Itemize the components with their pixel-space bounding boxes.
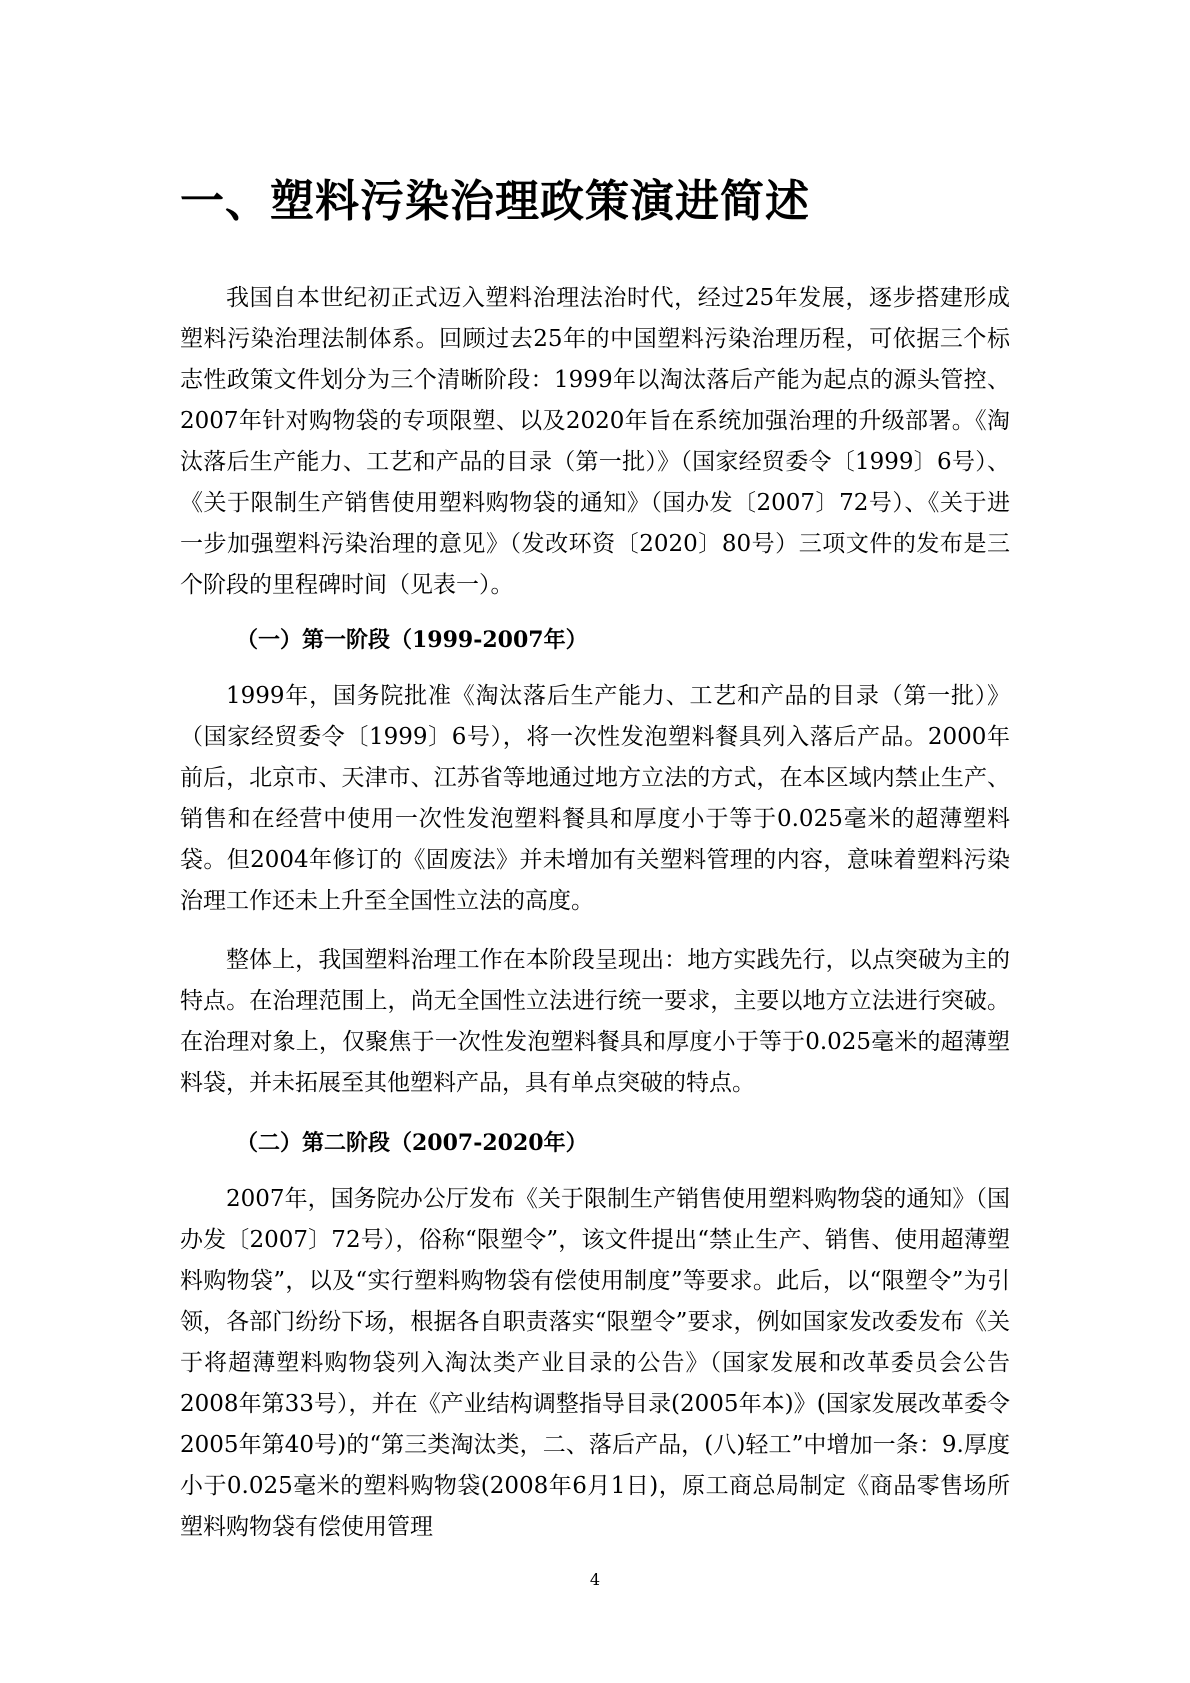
paragraph-stage-1-summary	[180, 940, 1010, 1104]
paragraph-text: 2007年，国务院办公厅发布《关于限制生产销售使用塑料购物袋的通知》（国办发〔2007〕72号），俗称“限塑令”，该文件提出“禁止生产、销售、使用超薄塑料购物袋”，以及“实行塑料购物袋有偿使用制度”等要求。此后，以“限塑令”为引领，各部门纷纷下场，根据各自职责落实“限塑令”要求，例如国家发改委发布《关于将超薄塑料购物袋列入淘汰类产业目录的公告》（国家发展和改革委员会公告2008年第33号），并在《产业结构调整指导目录(2005年本)》(国家发展改革委令2005年第40号)的“第三类淘汰类，二、落后产品，(八)轻工”中增加一条：9.厚度小于0.025毫米的塑料购物袋(2008年6月1日)，原工商总局制定《商品零售场所塑料购物袋有偿使用管理	[180, 1186, 1010, 1540]
paragraph-stage-2	[180, 1179, 1010, 1548]
paragraph-intro	[180, 278, 1010, 606]
paragraph-text: 1999年，国务院批准《淘汰落后生产能力、工艺和产品的目录（第一批）》（国家经贸委令〔1999〕6号），将一次性发泡塑料餐具列入落后产品。2000年前后，北京市、天津市、江苏省等地通过地方立法的方式，在本区域内禁止生产、销售和在经营中使用一次性发泡塑料餐具和厚度小于等于0.025毫米的超薄塑料袋。但2004年修订的《固废法》并未增加有关塑料管理的内容，意味着塑料污染治理工作还未上升至全国性立法的高度。	[180, 683, 1010, 914]
page-number: 4	[589, 1570, 601, 1589]
paragraph-text: 整体上，我国塑料治理工作在本阶段呈现出：地方实践先行，以点突破为主的特点。在治理范围上，尚无全国性立法进行统一要求，主要以地方立法进行突破。在治理对象上，仅聚焦于一次性发泡塑料餐具和厚度小于等于0.025毫米的超薄塑料袋，并未拓展至其他塑料产品，具有单点突破的特点。	[180, 947, 1010, 1096]
section-2-heading-block	[180, 1123, 1010, 1164]
page-title: 一、塑料污染治理政策演进简述	[180, 176, 810, 227]
section-heading: （一）第一阶段（1999-2007年）	[236, 627, 588, 653]
section-heading: （二）第二阶段（2007-2020年）	[236, 1130, 588, 1156]
section-1-heading-block	[180, 620, 1010, 661]
paragraph-stage-1	[180, 676, 1010, 922]
paragraph-text: 我国自本世纪初正式迈入塑料治理法治时代，经过25年发展，逐步搭建形成塑料污染治理法制体系。回顾过去25年的中国塑料污染治理历程，可依据三个标志性政策文件划分为三个清晰阶段：1999年以淘汰落后产能为起点的源头管控、2007年针对购物袋的专项限塑、以及2020年旨在系统加强治理的升级部署。《淘汰落后生产能力、工艺和产品的目录（第一批）》（国家经贸委令〔1999〕6号）、《关于限制生产销售使用塑料购物袋的通知》（国办发〔2007〕72号）、《关于进一步加强塑料污染治理的意见》（发改环资〔2020〕80号）三项文件的发布是三个阶段的里程碑时间（见表一）。	[180, 285, 1010, 598]
